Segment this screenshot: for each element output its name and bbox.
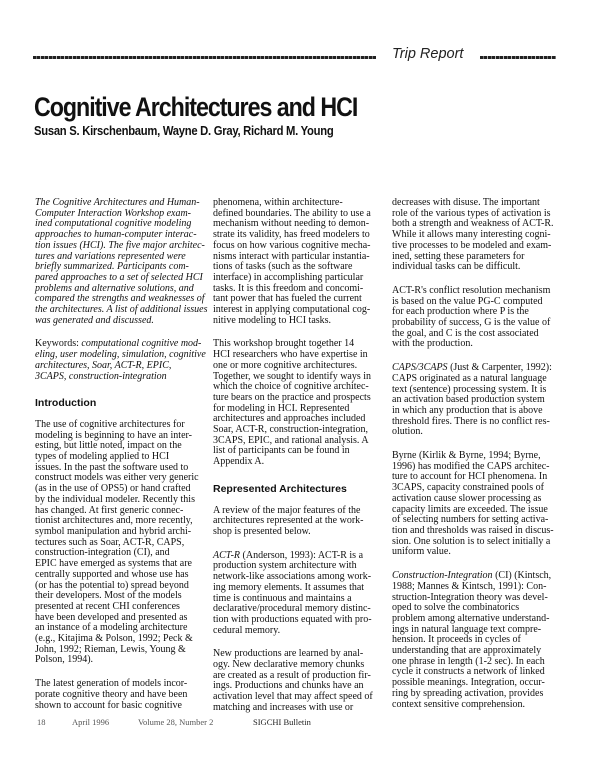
text-line: nisms interact with particular instantia- bbox=[213, 250, 370, 262]
text-line: interest in applying computational cog- bbox=[213, 304, 371, 316]
text-line: tion and thresholds was raised in discus- bbox=[392, 524, 554, 536]
text-line: 1996) has modified the CAPS architec- bbox=[392, 460, 550, 472]
footer-date: April 1996 bbox=[72, 717, 110, 727]
text-line: ring by spreading activation, provides bbox=[392, 687, 544, 699]
text-line: ings. Productions and chunks have an bbox=[213, 680, 364, 692]
text-line: 3CAPS, EPIC, and rational analysis. A bbox=[213, 434, 369, 446]
text-line: tive processes to be modeled and exam- bbox=[392, 239, 552, 251]
text-line: types of modeling applied to HCI bbox=[35, 451, 170, 463]
text-line: possible meanings. Integration, occur- bbox=[392, 677, 545, 689]
text-line: esting, but little noted, impact on the bbox=[35, 440, 182, 452]
text-line: (e.g., Kitajima & Polson, 1992; Peck & bbox=[35, 633, 193, 645]
text-line: interface) in accomplishing particular bbox=[213, 271, 364, 283]
column-2 bbox=[213, 198, 383, 727]
paragraph bbox=[213, 551, 383, 637]
text-line: the architectures. A list of additional issues bbox=[35, 304, 208, 316]
text-line: Computer Interaction Workshop exam- bbox=[35, 207, 191, 219]
text-line: porate cognitive theory and have been bbox=[35, 688, 188, 700]
text-line: ogy. New declarative memory chunks bbox=[213, 659, 365, 671]
paragraph bbox=[213, 506, 383, 538]
text-line: matching and increases with use or bbox=[213, 701, 354, 713]
text-line: tions of tasks (such as the software bbox=[213, 261, 353, 273]
text-line: has changed. At first generic connec- bbox=[35, 504, 184, 516]
text-line: role of the various types of activation is bbox=[392, 207, 551, 219]
paragraph-lead: Construction-Integration bbox=[392, 570, 493, 582]
text-line: have been developed and presented as bbox=[35, 611, 188, 623]
paragraph-lead: CAPS/3CAPS bbox=[392, 362, 448, 374]
footer-volume: Volume 28, Number 2 bbox=[138, 717, 214, 727]
text-line: time is continuous and maintains a bbox=[213, 592, 352, 604]
text-line: pared approaches to a set of selected HCI bbox=[35, 271, 203, 283]
text-line: focus on how various cognitive mecha- bbox=[213, 239, 371, 251]
article-authors: Susan S. Kirschenbaum, Wayne D. Gray, Richard M. Young bbox=[34, 124, 334, 138]
text-line: 3CAPS, capacity constrained pools of bbox=[392, 482, 544, 494]
paragraph bbox=[392, 198, 562, 273]
text-line: construction-integration (CI), and bbox=[35, 547, 170, 559]
text-line: cedural memory. bbox=[213, 624, 281, 636]
paragraph bbox=[35, 679, 205, 711]
text-line: in which any production that is above bbox=[392, 404, 543, 416]
text-line: The Cognitive Architectures and Human- bbox=[35, 197, 200, 208]
text-line: by the individual modeler. Recently this bbox=[35, 493, 195, 505]
text-line: approaches to human-computer interac- bbox=[35, 229, 197, 241]
text-line: construct models was either very generic bbox=[35, 472, 199, 484]
paragraph bbox=[35, 197, 208, 326]
text-line: phenomena, within architecture- bbox=[213, 197, 343, 208]
text-line: ings in natural language text compre- bbox=[392, 623, 542, 635]
column-1 bbox=[35, 197, 208, 724]
text-line: The use of cognitive architectures for bbox=[35, 418, 185, 430]
text-line: ing memory elements. It assumes that bbox=[213, 581, 365, 593]
text-line: are created as a result of production fir- bbox=[213, 669, 371, 681]
text-line: decreases with disuse. The important bbox=[392, 197, 540, 208]
text-line: cycle it constructs a network of linked bbox=[392, 666, 545, 678]
paragraph bbox=[392, 451, 562, 558]
text-line: nitive modeling to HCI tasks. bbox=[213, 314, 332, 326]
text-line: both a strength and weakness of ACT-R. bbox=[392, 218, 554, 230]
text-line: architectures and approaches included bbox=[213, 413, 366, 425]
paragraph bbox=[213, 649, 383, 713]
paragraph bbox=[213, 198, 383, 326]
text-line: ined computational cognitive modeling bbox=[35, 218, 192, 230]
text-line: tectures such as Soar, ACT-R, CAPS, bbox=[35, 536, 185, 548]
text-line: The latest generation of models incor- bbox=[35, 678, 188, 690]
text-line: capacity limits are exceeded. The issue bbox=[392, 503, 548, 515]
text-line: activation level that may affect speed of bbox=[213, 691, 373, 703]
text-line: CAPS originated as a natural language bbox=[392, 372, 547, 384]
text-line: olution. bbox=[392, 426, 423, 438]
text-line: was generated and discussed. bbox=[35, 314, 154, 326]
text-line: problems and alternative solutions, and bbox=[35, 282, 194, 294]
text-line: EPIC have emerged as systems that are bbox=[35, 558, 192, 570]
text-line: Soar, ACT-R, construction-integration, bbox=[213, 424, 369, 436]
text-line: strate its validity, has freed modelers to bbox=[213, 229, 370, 241]
footer-page-number: 18 bbox=[37, 717, 46, 727]
text-line: mechanism without needing to demon- bbox=[213, 218, 370, 230]
text-line: While it allows many interesting cogni- bbox=[392, 229, 551, 241]
text-line: ture bears on the practice and prospects bbox=[213, 391, 371, 403]
text-line: tion with productions equated with pro- bbox=[213, 613, 372, 625]
text-line: for modeling in HCI. Represented bbox=[213, 402, 350, 414]
section-heading: Represented Architectures bbox=[213, 482, 347, 495]
text-line: declarative/procedural memory distinc- bbox=[213, 603, 371, 615]
header-rule-left bbox=[33, 56, 376, 59]
text-line: tasks. It is this freedom and concomi- bbox=[213, 282, 364, 294]
text-line: production system architecture with bbox=[213, 560, 357, 572]
text-line: shown to account for basic cognitive bbox=[35, 699, 182, 711]
text-line: tures and variations represented were bbox=[35, 250, 186, 262]
text-line: architectures represented at the work- bbox=[213, 515, 364, 527]
paragraph bbox=[392, 571, 562, 710]
text-line: network-like associations among work- bbox=[213, 571, 372, 583]
text-line: ined, setting these parameters for bbox=[392, 250, 525, 262]
text-line: tionist architectures and, more recently, bbox=[35, 515, 193, 527]
text-line: an instance of a modeling architecture bbox=[35, 622, 188, 634]
header-rule-right bbox=[480, 56, 556, 59]
text-line: 3CAPS, construction-integration bbox=[35, 370, 167, 382]
text-line: oped to solve the combinatorics bbox=[392, 602, 520, 614]
text-line: tion issues (HCI). The five major architec- bbox=[35, 239, 205, 251]
text-span: computational cognitive mod- bbox=[78, 338, 202, 350]
text-line: (or has the potential to) spread beyond bbox=[35, 579, 189, 591]
text-line: defined boundaries. The ability to use a bbox=[213, 207, 371, 219]
text-line: activation cause slower processing as bbox=[392, 492, 542, 504]
text-line: the goal, and C is the cost associated bbox=[392, 327, 539, 339]
column-3 bbox=[392, 198, 562, 723]
text-line: centrally supported and whose use has bbox=[35, 568, 189, 580]
paragraph-lead: Keywords: bbox=[35, 338, 79, 350]
text-line: Together, we sought to identify ways in bbox=[213, 370, 372, 382]
text-line: Byrne (Kirlik & Byrne, 1994; Byrne, bbox=[392, 450, 541, 462]
text-line: presented at recent CHI conferences bbox=[35, 600, 180, 612]
text-line: threshold fires. There is no conflict res- bbox=[392, 415, 550, 427]
text-line: struction-Integration theory was devel- bbox=[392, 591, 548, 603]
text-line: This workshop brought together 14 bbox=[213, 338, 355, 350]
text-line: uniform value. bbox=[392, 546, 451, 558]
text-line: one or more cognitive architectures. bbox=[213, 359, 358, 371]
text-line: eling, user modeling, simulation, cognitive bbox=[35, 349, 206, 361]
text-line: for each production where P is the bbox=[392, 306, 529, 318]
paragraph bbox=[35, 339, 205, 382]
text-line: ACT-R's conflict resolution mechanism bbox=[392, 284, 551, 296]
text-line: 1988; Mannes & Kintsch, 1991): Con- bbox=[392, 580, 547, 592]
text-line: shop is presented below. bbox=[213, 525, 311, 537]
text-line: HCI researchers who have expertise in bbox=[213, 349, 368, 361]
article-title: Cognitive Architectures and HCI bbox=[34, 92, 358, 122]
text-line: symbol manipulation and hybrid archi- bbox=[35, 525, 192, 537]
section-heading: Introduction bbox=[35, 397, 97, 410]
paragraph bbox=[392, 286, 562, 350]
text-span: (Anderson, 1993): ACT-R is a bbox=[240, 549, 364, 561]
text-line: one phrase in length (1-2 sec). In each bbox=[392, 655, 545, 667]
text-line: context sensitive comprehension. bbox=[392, 698, 526, 710]
section-tag: Trip Report bbox=[392, 46, 464, 62]
text-span: (CI) (Kintsch, bbox=[492, 570, 552, 582]
text-line: Polson, 1994). bbox=[35, 654, 94, 666]
text-line: list of participants can be found in bbox=[213, 445, 350, 457]
text-line: hension. It proceeds in cycles of bbox=[392, 634, 521, 646]
text-line: which the choice of cognitive architec- bbox=[213, 381, 369, 393]
text-line: briefly summarized. Participants com- bbox=[35, 261, 189, 273]
text-line: an activation based production system bbox=[392, 394, 545, 406]
text-line: A review of the major features of the bbox=[213, 504, 361, 516]
footer-publication: SIGCHI Bulletin bbox=[253, 717, 311, 727]
text-line: sion. One solution is to select initially a bbox=[392, 535, 551, 547]
paragraph bbox=[213, 339, 383, 467]
text-line: ture to account for HCI phenomena. In bbox=[392, 471, 548, 483]
text-line: with the production. bbox=[392, 338, 473, 350]
text-line: of selecting numbers for setting activa- bbox=[392, 514, 549, 526]
text-line: compared the strengths and weaknesses of bbox=[35, 293, 205, 305]
text-line: (as in the use of OPS5) or hand crafted bbox=[35, 483, 191, 495]
text-line: tant power that has fueled the current bbox=[213, 293, 362, 305]
text-line: John, 1992; Rieman, Lewis, Young & bbox=[35, 643, 186, 655]
text-line: is based on the value PG-C computed bbox=[392, 295, 543, 307]
text-line: individual tasks can be difficult. bbox=[392, 261, 521, 273]
text-line: probability of success, G is the value of bbox=[392, 317, 551, 329]
paragraph bbox=[35, 420, 205, 666]
text-line: modeling is beginning to have an inter- bbox=[35, 429, 192, 441]
text-line: problem among alternative understand- bbox=[392, 612, 550, 624]
text-line: Appendix A. bbox=[213, 456, 265, 468]
text-line: their developers. Most of the models bbox=[35, 590, 182, 602]
text-line: architectures, Soar, ACT-R, EPIC, bbox=[35, 359, 172, 371]
paragraph bbox=[392, 363, 562, 438]
text-line: understanding that are approximately bbox=[392, 645, 542, 657]
paragraph-lead: ACT-R bbox=[213, 549, 241, 561]
text-span: (Just & Carpenter, 1992): bbox=[447, 362, 552, 374]
text-line: text (sentence) processing system. It is bbox=[392, 383, 547, 395]
text-line: issues. In the past the software used to bbox=[35, 461, 189, 473]
text-line: New productions are learned by anal- bbox=[213, 648, 364, 660]
